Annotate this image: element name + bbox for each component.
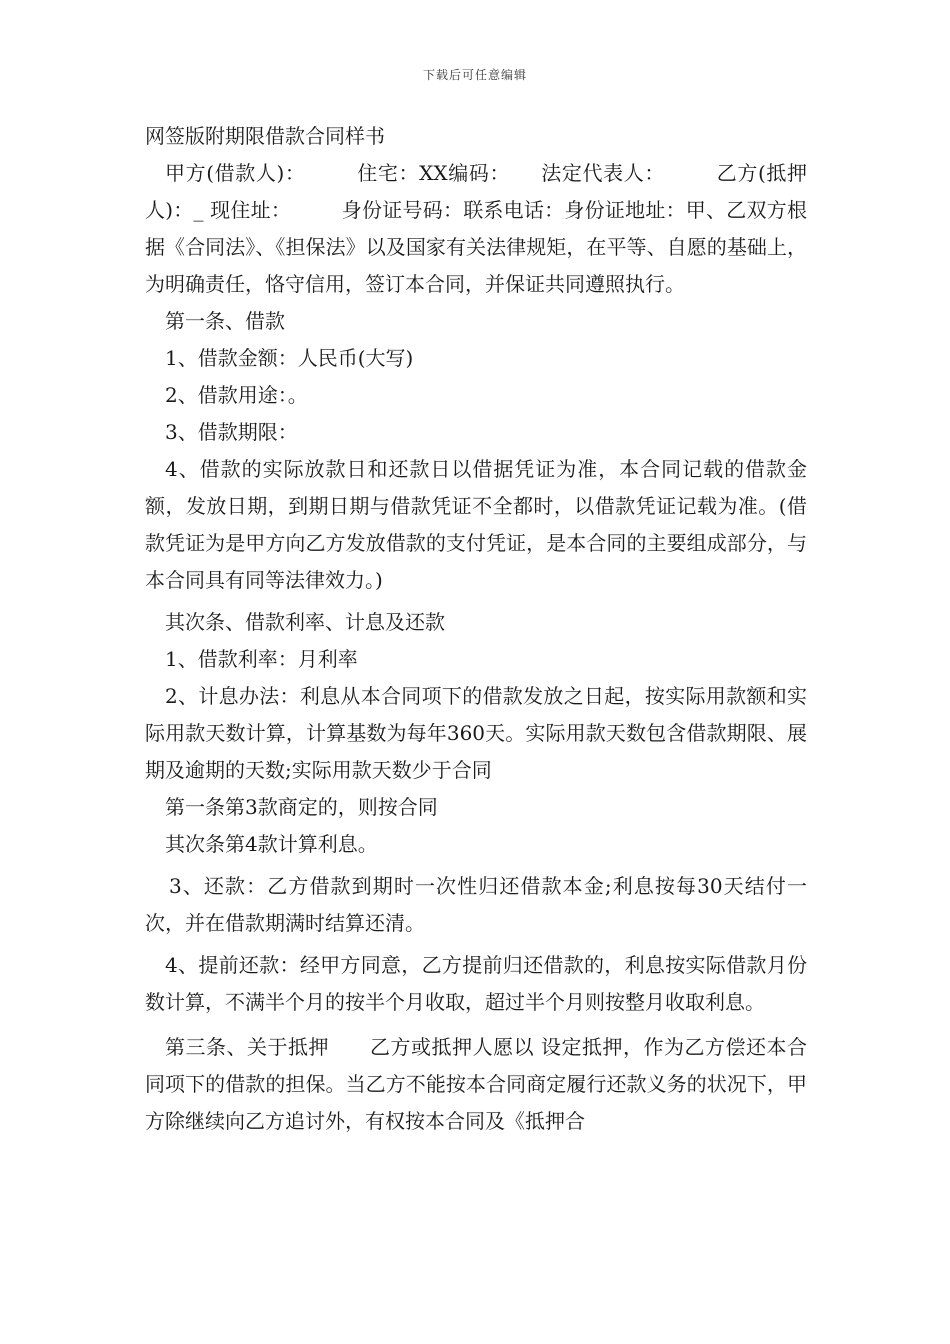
document-title: 网签版附期限借款合同样书 [145,124,385,148]
clause-2-4: 4、提前还款：经甲方同意，乙方提前归还借款的，利息按实际借款月份数计算，不满半个月的按半个月收取，超过半个月则按整月收取利息。 [145,953,807,1014]
clause-1-3: 3、借款期限： [165,420,298,444]
document-body [145,118,807,1140]
clause-2-1: 1、借款利率：月利率 [165,647,358,671]
clause-1-2: 2、借款用途：。 [165,383,308,407]
clause-2-2-continued-a: 第一条第3款商定的，则按合同 [165,795,438,819]
heading-article-2: 其次条、借款利率、计息及还款 [165,610,445,634]
clause-2-3: 3、还款：乙方借款到期时一次性归还借款本金;利息按每30天结付一次，并在借款期满时结算还清。 [145,874,807,935]
clause-1-4: 4、借款的实际放款日和还款日以借据凭证为准，本合同记载的借款金额，发放日期，到期日期与借款凭证不全都时，以借款凭证记载为准。(借款凭证为是甲方向乙方发放借款的支付凭证，是本合同的主要组成部分，与本合同具有同等法律效力。) [145,457,807,592]
clause-2-2: 2、计息办法：利息从本合同项下的借款发放之日起，按实际用款额和实际用款天数计算，计算基数为每年360天。实际用款天数包含借款期限、展期及逾期的天数;实际用款天数少于合同 [145,684,807,782]
heading-article-3: 第三条、关于抵押 乙方或抵押人愿以 设定抵押，作为乙方偿还本合同项下的借款的担保。当乙方不能按本合同商定履行还款义务的状况下，甲方除继续向乙方追讨外，有权按本合同及《抵押合 [145,1035,807,1133]
heading-article-1: 第一条、借款 [165,309,285,333]
page-header-note: 下载后可任意编辑 [422,68,527,82]
paragraph-parties: 甲方(借款人)： 住宅：XX编码： 法定代表人： 乙方(抵押人)：_ 现住址： 身份证号码：联系电话：身份证地址：甲、乙双方根据《合同法》、《担保法》以及国家有关法律规矩，在平等、自愿的基础上，为明确责任，恪守信用，签订本合同，并保证共同遵照执行。 [145,161,807,296]
clause-1-1: 1、借款金额：人民币(大写) [165,346,414,370]
clause-2-2-continued-b: 其次条第4款计算利息。 [165,832,378,856]
